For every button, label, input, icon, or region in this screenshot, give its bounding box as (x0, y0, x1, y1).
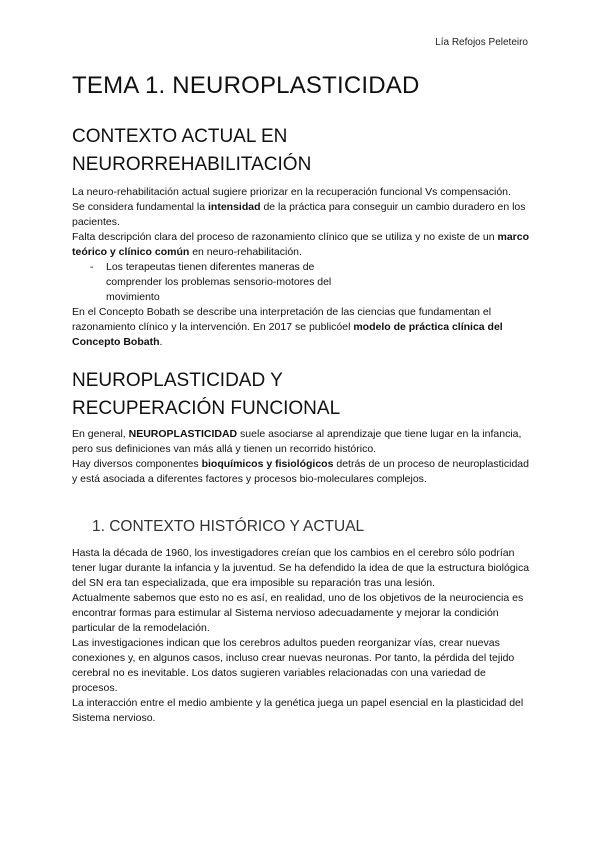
section-body-neuroplasticidad (72, 427, 530, 487)
paragraph: Hasta la década de 1960, los investigadores creían que los cambios en el cerebro sólo podrían tener lugar durante la infancia y la juventud. Se ha defendido la idea de que la estructura biológica del SN era tan especializada, que era imposible su reparación tras una lesión. (72, 547, 530, 589)
paragraph (72, 427, 530, 457)
paragraph (72, 305, 530, 350)
list-item-text: Los terapeutas tienen diferentes maneras de comprender los problemas sensorio-motores del movimiento (106, 261, 332, 303)
bold-text: bioquímicos y fisiológicos (201, 458, 334, 470)
section-heading-neuroplasticidad: NEUROPLASTICIDAD Y RECUPERACIÓN FUNCIONAL (72, 370, 341, 419)
text-run: en neuro-rehabilitación. (189, 246, 302, 258)
paragraph: Actualmente sabemos que esto no es así, en realidad, uno de los objetivos de la neurociencia es encontrar formas para estimular al Sistema nervioso adecuadamente y mejorar la condición particular de la remodelación. (72, 592, 524, 634)
text-run: detrás de un proceso de neuroplasticidad y está asociada a diferentes factores y procesos bio-moleculares complejos. (72, 458, 529, 485)
document-title: TEMA 1. NEUROPLASTICIDAD (72, 72, 420, 99)
paragraph (72, 230, 530, 260)
subsection-body-contexto-historico (72, 546, 530, 726)
list-item (90, 260, 351, 305)
paragraph: La neuro-rehabilitación actual sugiere priorizar en la recuperación funcional Vs compensación. (72, 186, 511, 198)
text-run: Falta descripción clara del proceso de razonamiento clínico que se utiliza y no existe de un (72, 231, 498, 243)
bold-text: intensidad (208, 201, 261, 213)
bullet-list (72, 260, 530, 305)
paragraph: Las investigaciones indican que los cerebros adultos pueden reorganizar vías, crear nuevas conexiones y, en algunos casos, incluso crear nuevas neuronas. Por tanto, la pérdida del tejido cerebral no es inevitable. Los datos sugieren variables relacionadas con una variedad de procesos. (72, 637, 515, 694)
subsection-heading-contexto-historico: 1. CONTEXTO HISTÓRICO Y ACTUAL (92, 518, 365, 535)
section-body-contexto-actual (72, 185, 530, 350)
text-run: Hay diversos componentes (72, 458, 202, 470)
text-run: . (159, 336, 163, 348)
text-run: suele asociarse al aprendizaje que tiene lugar en la infancia, pero sus definiciones van más allá y tienen un recorrido histórico. (72, 428, 522, 455)
paragraph: La interacción entre el medio ambiente y la genética juega un papel esencial en la plasticidad del Sistema nervioso. (72, 697, 524, 724)
text-run: En general, (72, 428, 129, 440)
bold-text: modelo de práctica clínica del Concepto Bobath (72, 321, 503, 348)
paragraph (72, 200, 530, 230)
author-header: Lía Refojos Peleteiro (435, 37, 528, 48)
paragraph (72, 457, 530, 487)
bold-text: NEUROPLASTICIDAD (128, 428, 238, 440)
text-run: de la práctica para conseguir un cambio duradero en los pacientes. (72, 201, 526, 228)
text-run: Se considera fundamental la (72, 201, 209, 213)
section-heading-contexto-actual: CONTEXTO ACTUAL EN NEURORREHABILITACIÓN (72, 126, 312, 175)
bold-text: marco teórico y clínico común (72, 231, 530, 258)
bullet-marker: - (90, 261, 94, 273)
text-run: En el Concepto Bobath se describe una interpretación de las ciencias que fundamentan el razonamiento clínico y la intervención. En 2017 se publicóel (72, 306, 492, 333)
